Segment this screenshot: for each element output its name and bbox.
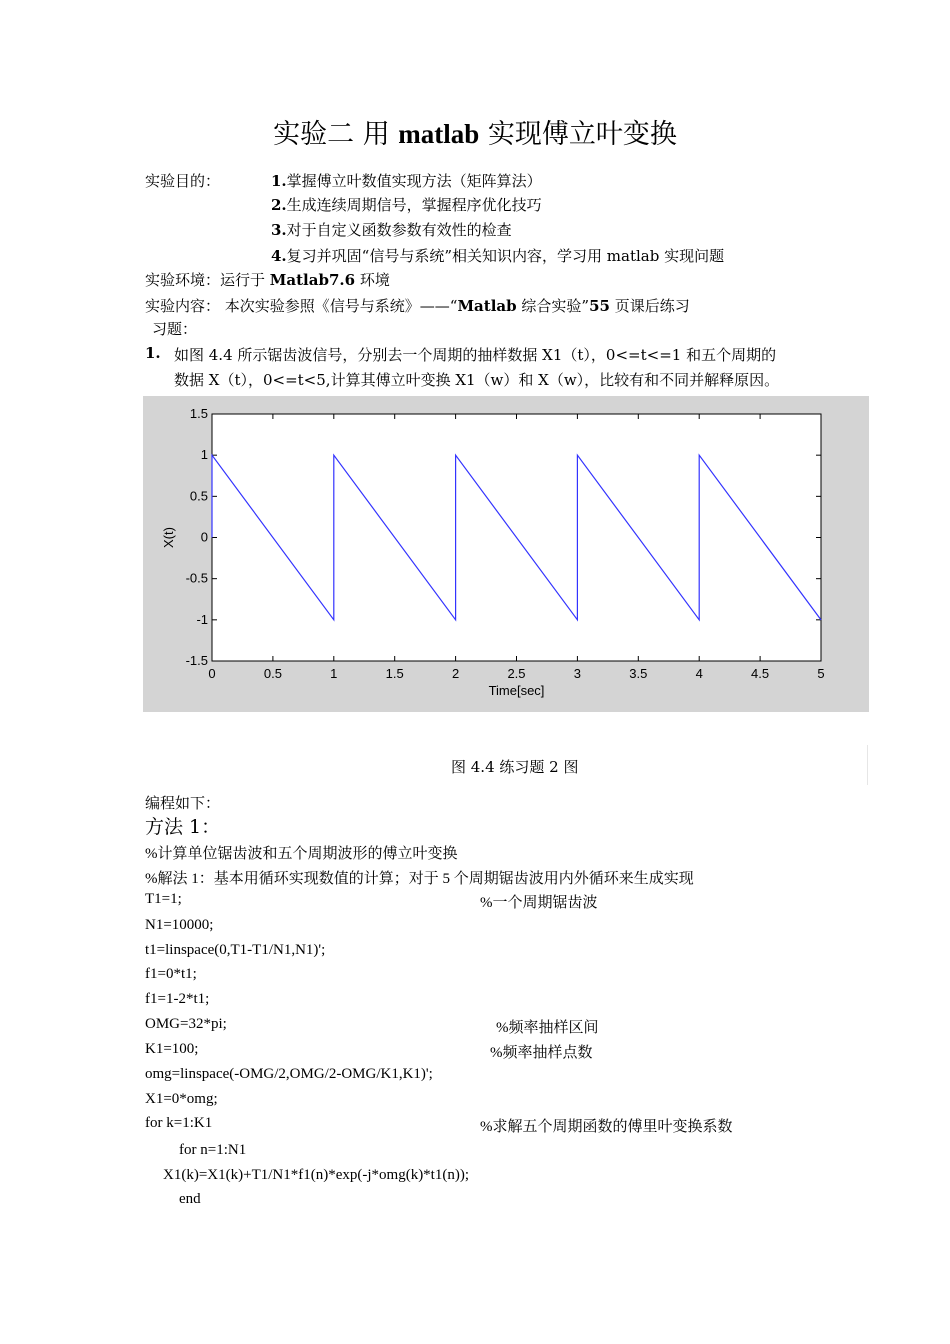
code-comment-line: %解法 1：基本用循环实现数值的计算；对于 5 个周期锯齿波用内外循环来生成实现	[145, 871, 694, 887]
x-axis-label: Time[sec]	[488, 683, 545, 698]
question-line-1: 如图 4.4 所示锯齿波信号，分别去一个周期的抽样数据 X1（t），0<=t<=1 和五个周期的	[174, 346, 777, 364]
x-tick-label: 2	[451, 666, 460, 681]
question-line-2: 数据 X（t），0<=t<5,计算其傅立叶变换 X1（w）和 X（w），比较有和不同并解释原因。	[174, 371, 780, 389]
code-line: omg=linspace(-OMG/2,OMG/2-OMG/K1,K1)';	[145, 1066, 433, 1082]
x-tick-label: 5	[817, 666, 825, 681]
objective-item: 1.掌握傅立叶数值实现方法（矩阵算法）	[271, 172, 542, 190]
x-tick-label: 1.5	[385, 666, 404, 681]
code-line: f1=0*t1;	[145, 966, 197, 982]
figure-caption: 图 4.4 练习题 2 图	[451, 758, 579, 776]
y-tick-label: 0.5	[189, 488, 208, 504]
y-axis-label: X(t)	[161, 527, 176, 548]
y-tick-label: 0	[200, 529, 208, 545]
code-line: N1=10000;	[145, 917, 214, 933]
code-line: X1=0*omg;	[145, 1091, 218, 1107]
x-tick-label: 2.5	[507, 666, 526, 681]
objective-item: 3.对于自定义函数参数有效性的检查	[271, 221, 512, 239]
code-line: f1=1-2*t1;	[145, 991, 210, 1007]
x-tick-label: 3	[573, 666, 582, 681]
code-line: for n=1:N1	[179, 1142, 247, 1158]
code-line: T1=1;	[145, 891, 182, 907]
title-suffix: 实现傅立叶变换	[479, 119, 677, 150]
code-line: OMG=32*pi;	[145, 1016, 227, 1032]
code-line: K1=100;	[145, 1041, 199, 1057]
title-prefix: 实验二 用	[273, 119, 399, 150]
code-line: end	[179, 1191, 201, 1207]
title-bold: matlab	[398, 119, 480, 149]
y-tick-label: 1	[200, 447, 208, 463]
objectives-label: 实验目的：	[145, 172, 221, 190]
x-tick-label: 4	[695, 666, 703, 681]
x-tick-label: 0.5	[263, 666, 282, 681]
environment-line: 实验环境：运行于 Matlab7.6 环境	[145, 271, 390, 289]
x-tick-label: 4.5	[751, 666, 770, 681]
code-inline-comment: %频率抽样点数	[490, 1045, 593, 1061]
x-tick-label: 1	[330, 666, 338, 681]
code-inline-comment: %求解五个周期函数的傅里叶变换系数	[480, 1119, 733, 1135]
code-line: t1=linspace(0,T1-T1/N1,N1)';	[145, 942, 326, 958]
y-tick-label: -1.5	[185, 653, 208, 668]
page-title	[0, 112, 950, 151]
y-tick-label: -0.5	[185, 570, 208, 586]
code-inline-comment: %频率抽样区间	[496, 1020, 599, 1036]
content-line: 实验内容： 本次实验参照《信号与系统》——“Matlab 综合实验”55 页课后练习	[145, 297, 690, 315]
objective-item: 2.生成连续周期信号，掌握程序优化技巧	[271, 196, 542, 214]
question-number: 1.	[145, 344, 161, 362]
program-intro: 编程如下：	[145, 794, 221, 812]
content-line-2: 习题：	[152, 320, 198, 338]
code-line: X1(k)=X1(k)+T1/N1*f1(n)*exp(-j*omg(k)*t1(n));	[163, 1167, 470, 1183]
page-edge-mark	[867, 745, 868, 785]
code-inline-comment: %一个周期锯齿波	[480, 895, 598, 911]
x-tick-label: 0	[208, 666, 216, 681]
x-tick-label: 3.5	[629, 666, 648, 681]
objective-item: 4.复习并巩固“信号与系统”相关知识内容，学习用 matlab 实现问题	[271, 247, 725, 265]
code-line: for k=1:K1	[145, 1115, 213, 1131]
y-tick-label: -1	[196, 611, 208, 627]
figure-4-4	[143, 396, 869, 712]
y-tick-label: 1.5	[189, 406, 208, 421]
method-heading: 方法 1：	[145, 816, 221, 838]
code-comment-line: %计算单位锯齿波和五个周期波形的傅立叶变换	[145, 846, 458, 862]
sawtooth-chart	[143, 396, 869, 712]
